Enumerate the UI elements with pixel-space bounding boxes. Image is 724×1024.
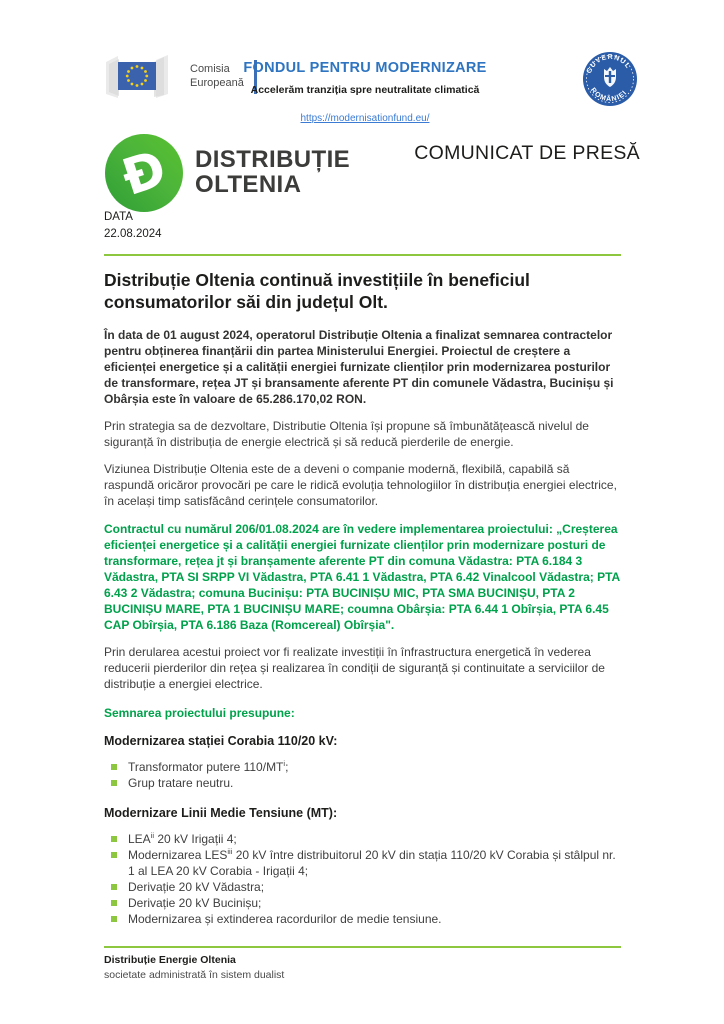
list-item: Derivație 20 kV Vădastra; [104, 879, 621, 895]
bullet-square-icon [111, 916, 117, 922]
article-body [104, 269, 621, 931]
list-item: Modernizarea și extinderea racordurilor de medie tensiune. [104, 911, 621, 927]
modernisation-fund-header [232, 60, 498, 126]
bullet-square-icon [111, 884, 117, 890]
date-label: DATA [104, 211, 133, 223]
eu-flag-icon [104, 54, 182, 100]
paragraph-strategy: Prin strategia sa de dezvoltare, Distributie Oltenia își propune să îmbunătățească nivelul de siguranță în distribuția de energie electrică și să reducă pierderile de energie. [104, 419, 589, 450]
modernisation-fund-link[interactable]: https://modernisationfund.eu/ [300, 113, 430, 124]
list-item: Grup tratare neutru. [104, 775, 621, 791]
section-heading-corabia: Modernizarea stației Corabia 110/20 kV: [104, 734, 338, 749]
list-item: Derivație 20 kV Bucinișu; [104, 895, 621, 911]
date-block [104, 209, 162, 242]
bullet-square-icon [111, 900, 117, 906]
guvernul-romaniei-seal [582, 51, 638, 107]
footer [104, 954, 284, 981]
article-title: Distribuție Oltenia continuă investițiile în beneficiul consumatorilor săi din județul Olt. [104, 270, 530, 313]
list-item: Transformator putere $110/MT^i$; [104, 759, 621, 775]
footer-company-name: Distribuție Energie Oltenia [104, 954, 236, 966]
footer-subtitle: societate administrată în sistem dualist [104, 969, 285, 981]
footer-divider [104, 946, 621, 948]
lead-paragraph: În data de 01 august 2024, operatorul Distribuție Oltenia a finalizat semnarea contractelor pentru obținerea finanțării din partea Ministerului Energiei. Proiectul de creștere a eficienței energetice și a calității energiei furnizate clienților prin modernizarea posturilor de transformare, rețea JT și bransamente aferente PT din comunele Vădastra, Bucinișu și Obârșia este în valoare de 65.286.170,02 RON. [104, 327, 614, 407]
bullet-square-icon [111, 764, 117, 770]
top-divider [104, 254, 621, 256]
bullet-list-mt [104, 831, 621, 927]
fund-title: FONDUL PENTRU MODERNIZARE [243, 60, 487, 76]
date-value: 22.08.2024 [104, 227, 162, 240]
svg-text:ROMÂNIEI: ROMÂNIEI [588, 86, 629, 104]
distributie-oltenia-brand [104, 133, 350, 213]
bullet-square-icon [111, 780, 117, 786]
svg-text:Ɖ: Ɖ [115, 138, 173, 208]
section-heading-mt: Modernizare Linii Medie Tensiune (MT): [104, 805, 338, 820]
paragraph-vision: Viziunea Distribuție Oltenia este de a deveni o companie modernă, flexibilă, capabilă să raspundă oricăror provocări pe care le ridică evoluția tehnologiilor în distribuția energiei electrice, în același timp satisfăcând cerințele consumatorilor. [104, 462, 617, 509]
paragraph-contract: Contractul cu numărul 206/01.08.2024 are în vedere implementarea proiectului: „Creșterea eficienței energetice și a calității energiei furnizate clienților prin modernizare posturi de transformare, rețea jt și branșamente aferente PT din comuna Vădastra: PTA 6.184 3 Vădastra, PTA SI SRPP VI Vădastra, PTA 6.41 1 Vădastra, PTA 6.42 Vinalcool Vădastra; PTA 6.43 2 Vădastra; comuna Bucinișu: PTA BUCINIȘU MIC, PTA SMA BUCINIȘU, PTA 2 BUCINIȘU MARE, PTA 1 BUCINIȘU MARE; coumna Obârșia: PTA 6.44 1 Obîrșia, PTA 6.45 CAP Obîrșia, PTA 6.186 Baza (Romcereal) Obîrșia". [104, 521, 620, 633]
eu-commission-label: Comisia Europeană [190, 63, 244, 89]
paragraph-investments: Prin derularea acestui proiect vor fi realizate investiții în înfrastructura energetică în vederea reducerii pierderilor din rețea și realizarea în condiții de siguranță și continuitate a serviciilor de distribuție a energiei electrice. [104, 645, 605, 692]
svg-text:GUVERNUL: GUVERNUL [585, 53, 632, 75]
bullet-square-icon [111, 836, 117, 842]
bullet-list-corabia [104, 759, 621, 791]
press-release-title: COMUNICAT DE PRESĂ [414, 142, 640, 164]
list-item: Modernizarea LES$^{iii}$ 20 kV între distribuitorul 20 kV din stația 110/20 kV Corabia și stâlpul nr. 1 al LEA 20 kV Corabia - Irigații 4; [104, 847, 621, 879]
brand-wordmark: DISTRIBUȚIE OLTENIA [195, 146, 351, 198]
fund-subtitle: Accelerăm tranziția spre neutralitate climatică [250, 84, 480, 96]
bullet-square-icon [111, 852, 117, 858]
list-item: LEA$^{ii}$ 20 kV Irigații 4; [104, 831, 621, 847]
distributie-oltenia-logo-icon [104, 133, 184, 213]
signing-heading: Semnarea proiectului presupune: [104, 706, 295, 721]
